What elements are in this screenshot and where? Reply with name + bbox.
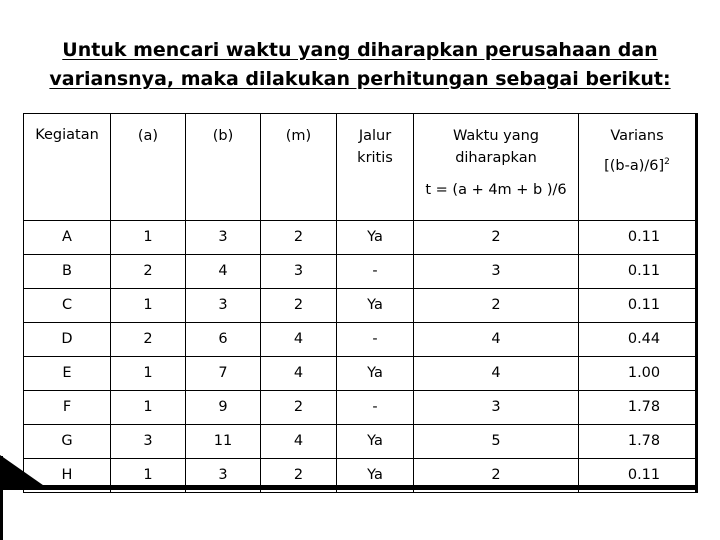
cell-m: 2: [261, 221, 337, 255]
cell-m: 2: [261, 391, 337, 425]
table-row: [24, 323, 696, 357]
cell-m: 4: [261, 357, 337, 391]
header-jalur-kritis: [337, 114, 414, 221]
cell-kegiatan: D: [24, 323, 111, 357]
decorative-corner-shape: [0, 455, 50, 490]
cell-b: 4: [186, 255, 261, 289]
cell-varians: 1.00: [579, 357, 696, 391]
cell-m: 2: [261, 459, 337, 493]
cell-a: 1: [111, 391, 186, 425]
header-waktu-line1: Waktu yang: [452, 128, 540, 144]
cell-a: 1: [111, 357, 186, 391]
cell-kegiatan: F: [24, 391, 111, 425]
table-row: [24, 289, 696, 323]
header-jalur-line2: kritis: [357, 150, 393, 166]
slide-title: [40, 36, 680, 94]
cell-b: 3: [186, 459, 261, 493]
header-kegiatan: Kegiatan: [24, 114, 111, 221]
cell-jalur: Ya: [337, 425, 414, 459]
cell-m: 4: [261, 425, 337, 459]
cell-m: 2: [261, 289, 337, 323]
table-row: [24, 425, 696, 459]
cell-t: 3: [414, 391, 579, 425]
cell-varians: 1.78: [579, 391, 696, 425]
cell-jalur: -: [337, 255, 414, 289]
cell-m: 4: [261, 323, 337, 357]
cell-varians: 0.11: [579, 221, 696, 255]
title-line-2: variansnya, maka dilakukan perhitungan sebagai berikut:: [49, 68, 671, 90]
cell-a: 2: [111, 323, 186, 357]
cell-kegiatan: B: [24, 255, 111, 289]
cell-jalur: Ya: [337, 289, 414, 323]
decorative-left-bar: [0, 456, 3, 540]
cell-a: 1: [111, 289, 186, 323]
header-waktu-formula: t = (a + 4m + b )/6: [425, 182, 567, 198]
cell-varians: 1.78: [579, 425, 696, 459]
cell-t: 5: [414, 425, 579, 459]
cell-kegiatan: H: [24, 459, 111, 493]
cell-jalur: Ya: [337, 459, 414, 493]
cell-b: 3: [186, 289, 261, 323]
header-b: (b): [186, 114, 261, 221]
cell-kegiatan: E: [24, 357, 111, 391]
cell-jalur: -: [337, 323, 414, 357]
cell-a: 2: [111, 255, 186, 289]
table-body: [24, 221, 696, 493]
header-varians: [579, 114, 696, 221]
varians-formula-main: [(b-a)/6]: [604, 158, 665, 174]
cell-t: 2: [414, 289, 579, 323]
cell-t: 2: [414, 221, 579, 255]
header-row: [24, 114, 696, 221]
cell-t: 4: [414, 357, 579, 391]
cell-jalur: -: [337, 391, 414, 425]
cell-t: 4: [414, 323, 579, 357]
header-a: (a): [111, 114, 186, 221]
cell-t: 3: [414, 255, 579, 289]
cell-m: 3: [261, 255, 337, 289]
cell-b: 3: [186, 221, 261, 255]
title-line-1: Untuk mencari waktu yang diharapkan perusahaan dan: [62, 39, 658, 61]
cell-b: 7: [186, 357, 261, 391]
cell-varians: 0.11: [579, 255, 696, 289]
cell-jalur: Ya: [337, 221, 414, 255]
header-waktu-line2: diharapkan: [455, 150, 537, 166]
cell-kegiatan: A: [24, 221, 111, 255]
varians-formula-exponent: 2: [664, 157, 670, 167]
cell-b: 9: [186, 391, 261, 425]
pert-table: [23, 113, 696, 493]
cell-a: 3: [111, 425, 186, 459]
cell-a: 1: [111, 221, 186, 255]
cell-jalur: Ya: [337, 357, 414, 391]
cell-b: 11: [186, 425, 261, 459]
cell-kegiatan: G: [24, 425, 111, 459]
pert-table-container: [23, 113, 698, 493]
header-waktu: [414, 114, 579, 221]
cell-varians: 0.44: [579, 323, 696, 357]
header-varians-label: Varians: [610, 128, 664, 144]
table-bottom-shadow: [26, 485, 698, 490]
table-row: [24, 391, 696, 425]
header-varians-formula: [579, 155, 695, 177]
cell-varians: 0.11: [579, 459, 696, 493]
cell-b: 6: [186, 323, 261, 357]
cell-kegiatan: C: [24, 289, 111, 323]
cell-t: 2: [414, 459, 579, 493]
header-jalur-line1: Jalur: [358, 128, 392, 144]
cell-varians: 0.11: [579, 289, 696, 323]
cell-a: 1: [111, 459, 186, 493]
header-m: (m): [261, 114, 337, 221]
table-row: [24, 255, 696, 289]
table-row: [24, 221, 696, 255]
table-row: [24, 357, 696, 391]
